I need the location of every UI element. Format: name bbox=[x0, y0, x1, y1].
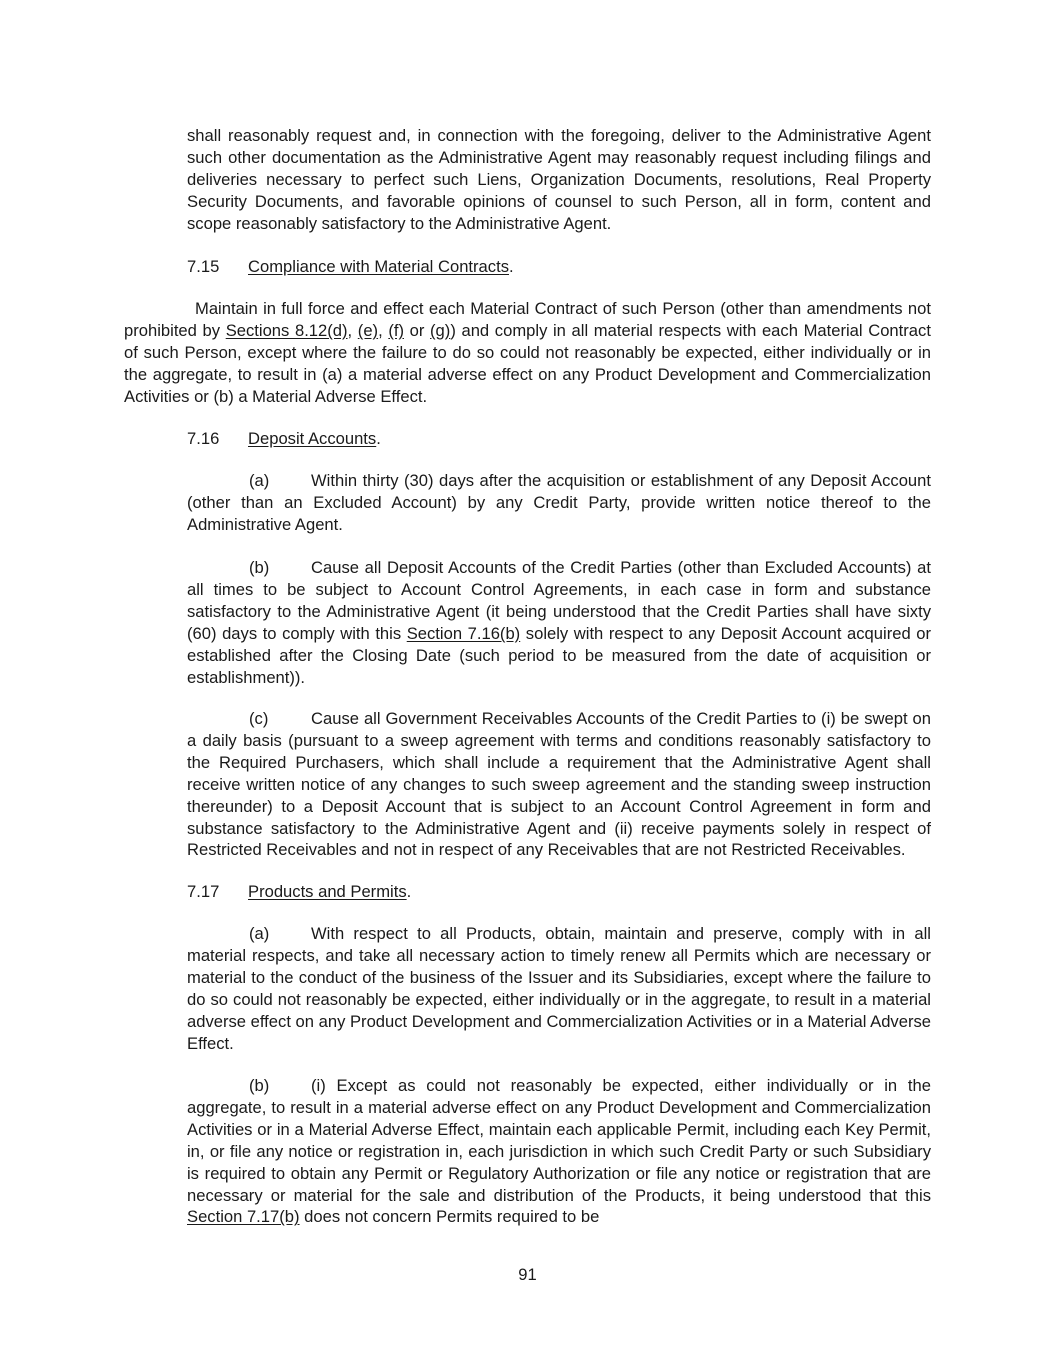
section-reference: (f) bbox=[388, 320, 404, 340]
page-number: 91 bbox=[518, 1265, 537, 1284]
section-reference: Sections 8.12(d) bbox=[225, 320, 348, 340]
section-number: 7.15 bbox=[187, 257, 220, 276]
section-7-17-b: (b) (i) Except as could not reasonably be expected, either individually or in the aggregate, to result in a material adverse effect on any Product Development and Commercialization Activities or in a Material Adverse Effect, maintain each applicable Permit, including each Key Permit, in, or file any notice or registration in, each jurisdiction in which such Credit Party or such Subsidiary is required to obtain any Permit or Regulatory Authorization or file any notice or registration that are necessary or material for the sale and distribution of the Products, it being understood that this Section 7.17(b) does not concern Permits required to be bbox=[187, 1076, 931, 1227]
section-reference: Section 7.16(b) bbox=[406, 623, 521, 643]
section-7-16-a: (a) Within thirty (30) days after the acquisition or establishment of any Deposit Account (other than an Excluded Account) by any Credit Party, provide written notice thereof to the Administrative Agent. bbox=[187, 471, 931, 534]
section-7-17-a: (a) With respect to all Products, obtain, maintain and preserve, comply with in all material respects, and take all necessary action to timely renew all Permits which are necessary or material to the conduct of the business of the Issuer and its Subsidiaries, except where the failure to do so could not reasonably be expected, either individually or in the aggregate, to result in a material adverse effect on any Product Development and Commercialization Activities or in a Material Adverse Effect. bbox=[187, 924, 932, 1053]
section-7-17-heading: 7.17 Products and Permits. bbox=[187, 882, 412, 901]
section-number: 7.16 bbox=[187, 429, 220, 448]
section-7-16-heading: 7.16 Deposit Accounts. bbox=[187, 429, 381, 448]
section-reference: (e) bbox=[357, 320, 379, 340]
section-7-16-b: (b) Cause all Deposit Accounts of the Credit Parties (other than Excluded Accounts) at all times to be subject to Account Control Agreements, in each case in form and substance satisfactory to the Administrative Agent (it being understood that the Credit Parties shall have sixty (60) days to comply with this Section 7.16(b) solely with respect to any Deposit Account acquired or established after the Closing Date (such period to be measured from the date of acquisition or establishment)). bbox=[187, 558, 931, 687]
clause-label: (a) bbox=[249, 924, 270, 943]
section-title: Deposit Accounts bbox=[248, 429, 377, 448]
section-7-15-paragraph: Maintain in full force and effect each Material Contract of such Person (other than amendments not prohibited by Sections 8.12(d), (e), (f) or (g)) and comply in all material respects with each Material Contract of such Person, except where the failure to do so could not reasonably be expected, either individually or in the aggregate, to result in (a) a material adverse effect on any Product Development and Commercialization Activities or (b) a Material Adverse Effect. bbox=[124, 299, 931, 406]
section-7-16-c: (c) Cause all Government Receivables Accounts of the Credit Parties to (i) be swept on a daily basis (pursuant to a sweep agreement with terms and conditions reasonably satisfactory to the Required Purchasers, which shall include a requirement that the Administrative Agent shall receive written notice of any changes to such sweep agreement and the standing sweep instruction thereunder) to a Deposit Account that is subject to an Account Control Agreement in form and substance satisfactory to the Administrative Agent and (ii) receive payments solely in respect of Restricted Receivables and not in respect of any Receivables that are not Restricted Receivables. bbox=[187, 709, 931, 860]
clause-label: (b) bbox=[249, 1076, 270, 1095]
section-reference: Section 7.17(b) bbox=[187, 1207, 300, 1227]
section-7-15-heading: 7.15 Compliance with Material Contracts. bbox=[187, 257, 514, 276]
section-number: 7.17 bbox=[187, 882, 220, 901]
clause-label: (a) bbox=[249, 471, 270, 490]
section-title: Products and Permits bbox=[248, 882, 407, 901]
section-title: Compliance with Material Contracts bbox=[248, 257, 509, 276]
clause-label: (c) bbox=[249, 709, 269, 728]
section-reference: (g) bbox=[430, 320, 451, 340]
intro-paragraph: shall reasonably request and, in connection with the foregoing, deliver to the Administrative Agent such other documentation as the Administrative Agent may reasonably request including filings and deliveries necessary to perfect such Liens, Organization Documents, resolutions, Real Property Security Documents, and favorable opinions of counsel to such Person, all in form, content and scope reasonably satisfactory to the Administrative Agent. bbox=[187, 126, 931, 233]
clause-label: (b) bbox=[249, 558, 270, 577]
